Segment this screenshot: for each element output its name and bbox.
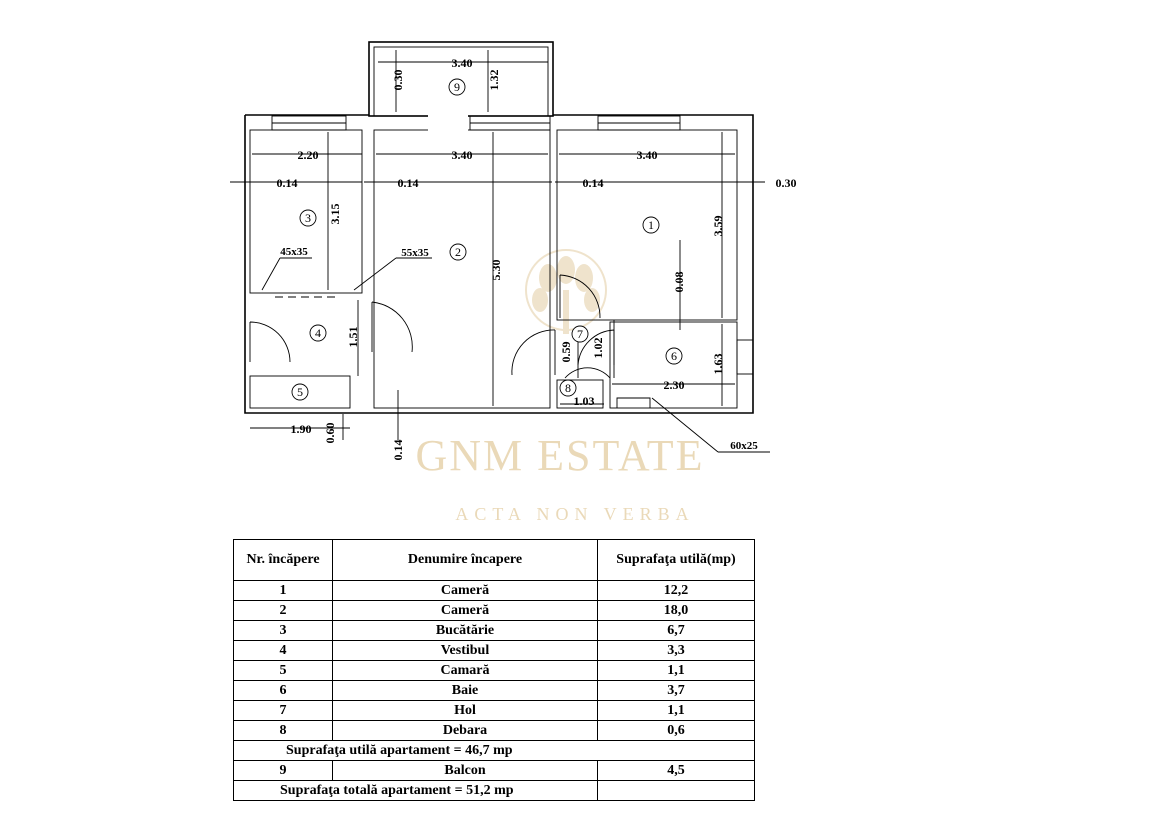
room-marker-9 (449, 79, 465, 95)
dim-wall-kitchen: 0.14 (276, 176, 298, 190)
cell-nr: 9 (234, 761, 333, 781)
niche-bath-label: 60x25 (730, 440, 758, 452)
dim-room1-width: 3.40 (636, 148, 658, 162)
dimension-lines (230, 50, 770, 452)
grand-total: Suprafaţa totală apartament = 51,2 mp (234, 781, 598, 801)
cell-area: 4,5 (598, 761, 755, 781)
dim-vestibule-height: 1.51 (346, 326, 360, 348)
dim-bath-width: 2.30 (663, 378, 685, 392)
cell-area: 3,3 (598, 641, 755, 661)
useful-total-row (234, 741, 755, 761)
table-row (234, 601, 755, 621)
dim-exterior-wall: 0.30 (775, 176, 797, 190)
dim-kitchen-width: 2.20 (297, 148, 319, 162)
cell-nr: 4 (234, 641, 333, 661)
header-room-name: Denumire încapere (333, 540, 598, 581)
balcony-row (234, 761, 755, 781)
cell-name: Vestibul (333, 641, 598, 661)
watermark-motto: ACTA NON VERBA (455, 504, 695, 524)
dim-pantry-depth: 0.60 (323, 422, 337, 444)
cell-area: 6,7 (598, 621, 755, 641)
room-marker-7 (572, 326, 588, 342)
svg-text:8: 8 (565, 381, 571, 395)
table-row (234, 701, 755, 721)
cell-nr: 1 (234, 581, 333, 601)
dim-room1-height: 3.59 (711, 215, 725, 237)
rooms-table (233, 539, 755, 801)
header-room-number: Nr. încăpere (234, 540, 333, 581)
cell-nr: 2 (234, 601, 333, 621)
svg-text:7: 7 (577, 327, 583, 341)
dim-bottom-wall: 0.14 (391, 439, 405, 461)
svg-text:6: 6 (671, 349, 677, 363)
room-marker-4 (310, 325, 326, 341)
table-row (234, 681, 755, 701)
niche-kitchen-label: 45x35 (280, 246, 308, 258)
dim-pantry-width: 1.90 (290, 422, 312, 436)
cell-name: Baie (333, 681, 598, 701)
tree-logo-icon (526, 250, 606, 334)
table-row (234, 621, 755, 641)
cell-area: 18,0 (598, 601, 755, 621)
dim-balcony-depth: 1.32 (487, 69, 501, 91)
svg-text:5: 5 (297, 385, 303, 399)
dim-closet-width: 1.03 (573, 394, 595, 408)
table-row (234, 641, 755, 661)
cell-area: 12,2 (598, 581, 755, 601)
cell-area: 3,7 (598, 681, 755, 701)
room-marker-8 (560, 380, 576, 396)
cell-name: Bucătărie (333, 621, 598, 641)
cell-nr: 8 (234, 721, 333, 741)
cell-nr: 7 (234, 701, 333, 721)
cell-area: 1,1 (598, 701, 755, 721)
dim-storage-small: 0.59 (559, 341, 573, 363)
dim-hall-depth: 1.02 (591, 337, 605, 359)
header-room-area: Suprafaţa utilă(mp) (598, 540, 755, 581)
dim-room2-height: 5.30 (489, 259, 503, 281)
watermark-brand: GNM ESTATE (415, 431, 705, 480)
room-marker-6 (666, 348, 682, 364)
svg-text:1: 1 (648, 218, 654, 232)
cell-name: Hol (333, 701, 598, 721)
svg-text:9: 9 (454, 80, 460, 94)
cell-area: 0,6 (598, 721, 755, 741)
cell-name: Balcon (333, 761, 598, 781)
dim-wall-room2: 0.14 (397, 176, 419, 190)
svg-text:4: 4 (315, 326, 321, 340)
dim-bath-offset: 0.08 (672, 271, 686, 293)
table-header-row (234, 540, 755, 581)
dim-room2-width: 3.40 (451, 148, 473, 162)
cell-name: Camară (333, 661, 598, 681)
grand-total-row (234, 781, 755, 801)
cell-nr: 6 (234, 681, 333, 701)
useful-total: Suprafaţa utilă apartament = 46,7 mp (234, 741, 755, 761)
cell-name: Cameră (333, 601, 598, 621)
table-row (234, 721, 755, 741)
room-marker-3 (300, 210, 316, 226)
cell-name: Debara (333, 721, 598, 741)
dim-kitchen-height: 3.15 (328, 203, 342, 225)
dim-wall-room1: 0.14 (582, 176, 604, 190)
dim-balcony-width: 3.40 (451, 56, 473, 70)
cell-nr: 5 (234, 661, 333, 681)
room-marker-5 (292, 384, 308, 400)
room-markers (292, 79, 682, 400)
cell-nr: 3 (234, 621, 333, 641)
table-row (234, 581, 755, 601)
svg-text:2: 2 (455, 245, 461, 259)
dim-balcony-wall: 0.30 (391, 69, 405, 91)
svg-text:3: 3 (305, 211, 311, 225)
table-row (234, 661, 755, 681)
niche-room2-label: 55x35 (401, 247, 429, 259)
dim-bath-height: 1.63 (711, 353, 725, 375)
cell-area: 1,1 (598, 661, 755, 681)
grand-total-spacer (598, 781, 755, 801)
room-marker-2 (450, 244, 466, 260)
room-marker-1 (643, 217, 659, 233)
cell-name: Cameră (333, 581, 598, 601)
